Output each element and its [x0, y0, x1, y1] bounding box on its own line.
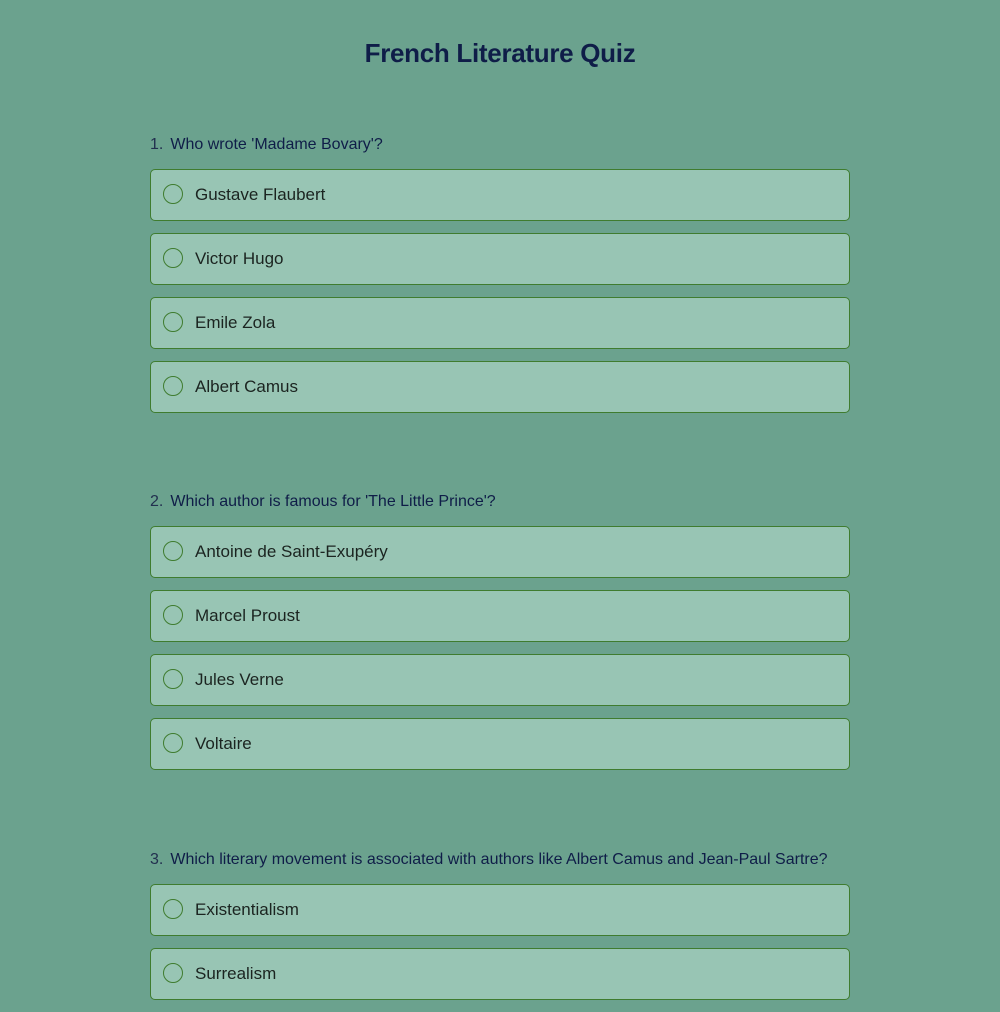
answer-option-jules-verne[interactable]: [150, 654, 850, 706]
option-label: Voltaire: [195, 734, 252, 753]
question-2: [150, 491, 850, 782]
question-text: Which literary movement is associated with authors like Albert Camus and Jean-Paul Sartre?: [170, 851, 828, 868]
radio-button[interactable]: [163, 541, 183, 561]
radio-button[interactable]: [163, 733, 183, 753]
question-prompt: [150, 134, 850, 156]
radio-button[interactable]: [163, 248, 183, 268]
answer-option-emile-zola[interactable]: [150, 297, 850, 349]
radio-button[interactable]: [163, 963, 183, 983]
radio-button[interactable]: [163, 899, 183, 919]
question-text: Who wrote 'Madame Bovary'?: [170, 136, 383, 153]
answer-option-marcel-proust[interactable]: [150, 590, 850, 642]
question-text: Which author is famous for 'The Little Prince'?: [170, 493, 496, 510]
radio-button[interactable]: [163, 184, 183, 204]
radio-button[interactable]: [163, 312, 183, 332]
answer-option-existentialism[interactable]: [150, 884, 850, 936]
radio-button[interactable]: [163, 376, 183, 396]
option-label: Antoine de Saint-Exupéry: [195, 542, 388, 561]
answer-option-antoine-de-saint-exupery[interactable]: [150, 526, 850, 578]
question-prompt: [150, 491, 850, 513]
answer-option-albert-camus[interactable]: [150, 361, 850, 413]
answer-option-victor-hugo[interactable]: [150, 233, 850, 285]
question-number: 2.: [150, 493, 164, 510]
option-label: Jules Verne: [195, 670, 284, 689]
answer-option-surrealism[interactable]: [150, 948, 850, 1000]
option-label: Gustave Flaubert: [195, 185, 326, 204]
radio-button[interactable]: [163, 605, 183, 625]
question-number: 1.: [150, 136, 164, 153]
option-label: Surrealism: [195, 964, 277, 983]
answer-option-voltaire[interactable]: [150, 718, 850, 770]
question-1: [150, 134, 850, 425]
radio-button[interactable]: [163, 669, 183, 689]
option-label: Albert Camus: [195, 377, 298, 396]
option-label: Marcel Proust: [195, 606, 300, 625]
option-label: Victor Hugo: [195, 249, 284, 268]
option-label: Emile Zola: [195, 313, 276, 332]
quiz-title: French Literature Quiz: [364, 38, 636, 68]
question-prompt: [150, 849, 850, 871]
option-label: Existentialism: [195, 900, 299, 919]
question-number: 3.: [150, 851, 164, 868]
answer-option-gustave-flaubert[interactable]: [150, 169, 850, 221]
question-3: [150, 849, 850, 1012]
